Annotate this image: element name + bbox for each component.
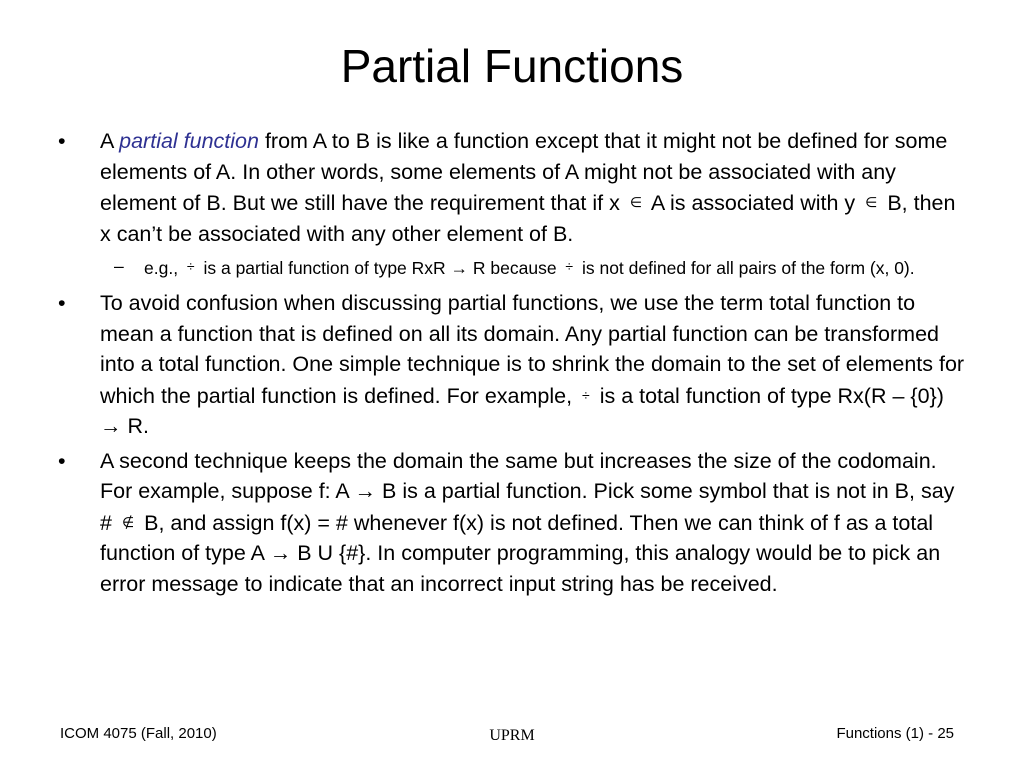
sub-bullet-division-example	[58, 253, 968, 282]
slide-title: Partial Functions	[340, 40, 684, 92]
bullet-text: A is associated with y	[646, 191, 862, 215]
bullet-marker: •	[58, 129, 66, 153]
bullet-partial-function	[58, 126, 968, 249]
footer-course: ICOM 4075 (Fall, 2010)	[60, 725, 217, 742]
not-element-of-symbol: ∉	[121, 513, 135, 530]
division-symbol: ÷	[565, 258, 574, 274]
bullet-text: A second technique keeps the domain the same but increases the size of the codomain. For example, suppose f: A → B is a partial function. Pick some symbol that is not in B, say #	[100, 448, 955, 535]
bullet-text: To avoid confusion when discussing partial functions, we use the term total function to mean a function that is defined on all its domain. Any partial function can be transformed into a total function. One simple technique is to shrink the domain to the set of elements for which the partial function is defined. For example,	[100, 291, 965, 408]
footer-institution: UPRM	[489, 727, 535, 744]
element-of-symbol: ∈	[865, 194, 878, 210]
bullet-text: B, then x can’t be associated with any other element of B.	[100, 191, 956, 246]
bullet-total-function	[58, 288, 968, 442]
bullet-marker: •	[58, 291, 66, 315]
sub-bullet-text: e.g.,	[144, 258, 183, 278]
division-symbol: ÷	[582, 386, 590, 403]
bullet-text: from A to B is like a function except that it might not be defined for some elements of A. In other words, some elements of A might not be associated with any element of B. But we still have the requirement that if x	[100, 129, 948, 215]
footer-slide-number: Functions (1) - 25	[836, 725, 954, 742]
division-symbol: ÷	[186, 258, 195, 274]
sub-bullet-text: is not defined for all pairs of the form (x, 0).	[577, 258, 915, 278]
bullet-text: is a total function of type Rx(R – {0}) → R.	[100, 383, 944, 438]
term-partial-function: partial function	[119, 129, 259, 153]
bullet-second-technique	[58, 446, 968, 600]
element-of-symbol: ∈	[629, 194, 643, 210]
sub-bullet-marker: –	[114, 256, 124, 276]
bullet-text: A	[100, 129, 120, 153]
bullet-text: B, and assign f(x) = # whenever f(x) is not defined. Then we can think of f as a total function of type A → B U {#}. In computer programming, this analogy would be to pick an error message to indicate that an incorrect input string has be received.	[100, 510, 941, 596]
sub-bullet-text: is a partial function of type RxR → R because	[198, 258, 562, 278]
slide-body	[58, 126, 968, 603]
bullet-marker: •	[58, 448, 66, 473]
